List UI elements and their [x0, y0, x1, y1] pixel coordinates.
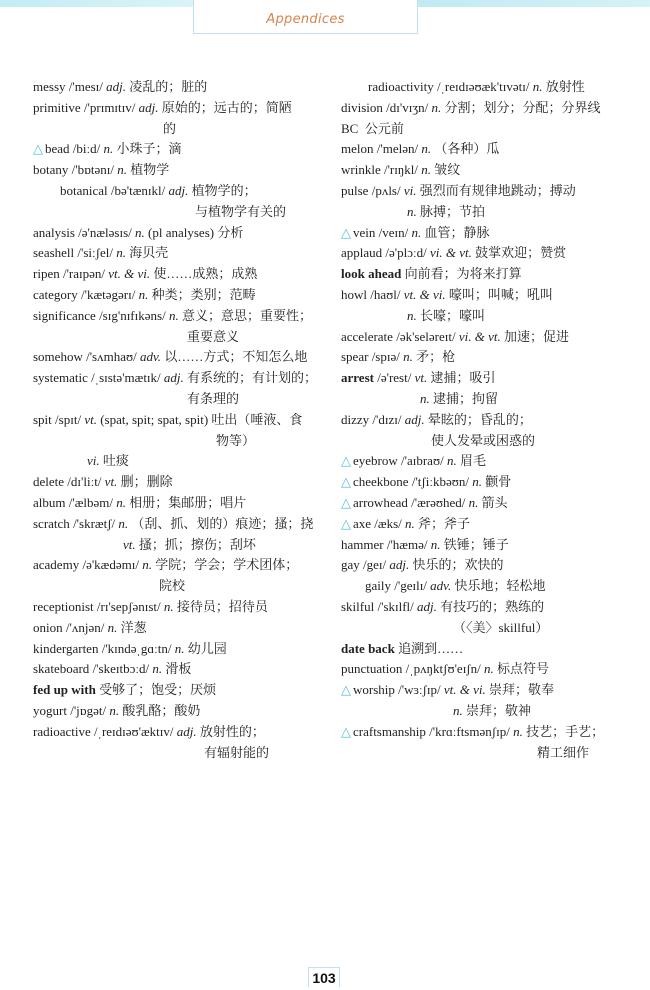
headword: radioactivity — [368, 79, 434, 94]
definition: (pl analyses) 分析 — [148, 224, 244, 240]
headword: wrinkle — [341, 162, 381, 178]
headword: seashell — [33, 245, 75, 261]
headword: bead — [45, 141, 70, 157]
phonetic: /'mesɪ/ — [68, 79, 103, 94]
definition: 受够了；饱受；厌烦 — [99, 682, 217, 698]
phonetic: /'tʃiːkbəʊn/ — [411, 474, 469, 490]
vocab-entry — [33, 98, 313, 119]
headword: vein — [353, 224, 376, 240]
headword: cheekbone — [353, 474, 409, 490]
headword: melon — [341, 141, 374, 157]
part-of-speech: n. — [407, 203, 417, 219]
headword: pulse — [341, 182, 369, 198]
part-of-speech: n. — [109, 702, 120, 718]
definition: 有系统的；有计划的； — [187, 370, 318, 386]
headword: eyebrow — [353, 453, 398, 469]
vocab-entry — [341, 98, 626, 119]
phonetic: /sɪg'nɪfɪkəns/ — [99, 307, 166, 323]
definition: 吐痰 — [102, 453, 129, 469]
phonetic: /geɪ/ — [363, 557, 387, 573]
phonetic: /veɪn/ — [378, 224, 409, 240]
vocab-entry — [341, 327, 626, 348]
headword: kindergarten — [33, 640, 99, 656]
part-of-speech: n. — [168, 307, 179, 323]
phonetic: /ə'kædəmɪ/ — [82, 557, 139, 573]
vocab-entry — [33, 618, 313, 639]
definition: 崇拜；敬奉 — [489, 682, 555, 698]
definition: 鼓掌欢迎；赞赏 — [475, 245, 567, 261]
definition: 小珠子；滴 — [116, 141, 182, 157]
definition: 院校 — [159, 578, 186, 594]
part-of-speech: vt. — [104, 474, 118, 490]
headword: howl — [341, 286, 367, 302]
part-of-speech: vt. — [123, 536, 136, 552]
definition: 晕眩的；昏乱的； — [427, 411, 532, 427]
definition: 矛；枪 — [416, 349, 456, 365]
phrase: fed up with — [33, 682, 96, 698]
phonetic: /'ærəʊhed/ — [411, 494, 466, 510]
part-of-speech: n. — [453, 702, 463, 718]
definition-continuation — [33, 202, 313, 223]
definition-continuation — [33, 119, 313, 140]
phonetic: /ˌsɪstə'mætɪk/ — [91, 370, 161, 386]
phonetic: /rɪ'sepʃənɪst/ — [96, 598, 161, 614]
headword: spit — [33, 411, 52, 427]
phonetic: /biːd/ — [72, 141, 101, 157]
headword: punctuation — [341, 661, 403, 677]
triangle-marker-icon: △ — [341, 724, 351, 740]
definition: 删；删除 — [120, 474, 173, 490]
headword: receptionist — [33, 598, 94, 614]
phonetic: /'jɒgət/ — [70, 702, 107, 718]
part-of-speech: adj. — [404, 411, 425, 427]
definition: 技艺；手艺； — [526, 723, 605, 739]
phrase-entry — [341, 264, 626, 285]
vocab-entry — [341, 535, 626, 556]
phonetic: /bə'tænɪkl/ — [110, 182, 166, 198]
definition: 使……成熟；成熟 — [153, 266, 258, 282]
headword: accelerate — [341, 328, 393, 344]
headword: craftsmanship — [353, 723, 426, 739]
definition: 有辐射能的 — [204, 744, 270, 760]
additional-sense — [341, 701, 626, 722]
headword: analysis — [33, 224, 75, 240]
part-of-speech: adj. — [163, 370, 184, 386]
vocab-entry — [33, 347, 313, 368]
definition: 酸乳酪；酸奶 — [122, 702, 201, 718]
definition: (spat, spit; spat, spit) 吐出（唾液、食 — [100, 411, 303, 427]
definition: 公元前 — [364, 120, 404, 136]
phonetic: /'geɪlɪ/ — [394, 578, 427, 594]
definition-continuation — [33, 576, 313, 597]
vocab-entry — [33, 139, 313, 160]
definition: 植物学 — [130, 162, 170, 178]
phonetic: /haʊl/ — [370, 286, 401, 302]
part-of-speech: n. — [421, 141, 432, 157]
vocab-entry — [33, 410, 313, 431]
definition: 分割；划分；分配；分界线 — [444, 99, 601, 115]
phonetic: /'kætəgərɪ/ — [81, 286, 136, 302]
part-of-speech: n. — [152, 661, 163, 677]
vocab-entry — [341, 347, 626, 368]
definition: 的 — [163, 120, 177, 136]
abbreviation: BC — [341, 120, 359, 136]
headword: skilful — [341, 598, 375, 614]
headword: academy — [33, 557, 80, 573]
phonetic: /'skɪlfl/ — [377, 598, 414, 614]
vocab-entry — [33, 597, 313, 618]
definition: 滑板 — [165, 661, 192, 677]
part-of-speech: adj. — [417, 598, 437, 614]
definition-continuation — [341, 743, 626, 764]
phonetic: /'bɒtənɪ/ — [71, 162, 114, 178]
definition: 幼儿园 — [187, 640, 227, 656]
phrase: look ahead — [341, 266, 402, 282]
phonetic: /'wɜːʃɪp/ — [398, 682, 441, 698]
headword: significance — [33, 307, 96, 323]
vocab-entry — [341, 243, 626, 264]
triangle-marker-icon: △ — [341, 454, 351, 470]
vocab-entry — [341, 472, 626, 493]
triangle-marker-icon: △ — [33, 142, 43, 158]
part-of-speech: n. — [513, 723, 523, 739]
definition: 眉毛 — [459, 453, 486, 469]
phonetic: /'kɪndəˌgɑːtn/ — [101, 640, 172, 656]
phonetic: /ˌpʌŋktʃʊ'eɪʃn/ — [405, 661, 481, 677]
part-of-speech: adj. — [138, 99, 159, 115]
part-of-speech: n. — [174, 640, 185, 656]
part-of-speech: adj. — [106, 79, 126, 94]
vocab-entry — [33, 701, 313, 722]
section-title: Appendices — [266, 12, 345, 27]
definition: 海贝壳 — [129, 245, 169, 261]
phonetic: /ə'plɔːd/ — [385, 245, 427, 261]
definition: 物等） — [216, 432, 256, 448]
definition: 快乐地；轻松地 — [454, 578, 546, 594]
part-of-speech: n. — [107, 619, 118, 635]
phonetic: /spɪə/ — [371, 349, 400, 365]
phonetic: /'ʌnjən/ — [65, 619, 105, 635]
part-of-speech: n. — [138, 286, 149, 302]
phonetic: /'hæmə/ — [386, 536, 428, 552]
definition-continuation — [33, 389, 313, 410]
abbreviation-entry — [341, 119, 626, 140]
phonetic: /'skeɪtbɔːd/ — [92, 661, 150, 677]
phonetic: /spɪt/ — [55, 411, 82, 427]
definition: 逮捕；拘留 — [433, 390, 499, 406]
additional-sense — [341, 202, 626, 223]
part-of-speech: n. — [411, 224, 422, 240]
definition: （刮、抓、划的）痕迹；搔；挠 — [131, 515, 314, 531]
definition: （各种）瓜 — [434, 141, 500, 157]
phonetic: /'prɪmɪtɪv/ — [83, 99, 136, 115]
phonetic: /'skrætʃ/ — [73, 515, 116, 531]
phonetic: /'siːʃel/ — [77, 245, 113, 261]
definition: 洋葱 — [120, 619, 147, 635]
vocab-entry — [341, 410, 626, 431]
part-of-speech: adv. — [140, 349, 162, 365]
phonetic: /ˌreɪdɪəʊ'æktɪv/ — [94, 723, 174, 739]
definition: 植物学的； — [191, 182, 257, 198]
definition: 铁锤；锤子 — [443, 536, 509, 552]
vocab-entry — [341, 576, 626, 597]
part-of-speech: n. — [405, 515, 415, 531]
definition: 学院；学会；学术团体； — [155, 557, 299, 573]
headword: skateboard — [33, 661, 90, 677]
phonetic: /'raɪpən/ — [62, 266, 106, 282]
phonetic: /dɪ'liːt/ — [67, 474, 102, 490]
definition: 有条理的 — [187, 390, 240, 406]
definition: 凌乱的；脏的 — [129, 79, 208, 94]
definition-continuation — [33, 327, 313, 348]
vocab-entry — [341, 139, 626, 160]
definition: 颧骨 — [485, 474, 512, 490]
headword: scratch — [33, 515, 70, 531]
part-of-speech: adj. — [389, 557, 410, 573]
definition: 标点符号 — [497, 661, 550, 677]
definition: 向前看；为将来打算 — [404, 266, 522, 282]
definition: 嚎叫；叫喊；吼叫 — [448, 286, 553, 302]
vocab-entry — [33, 264, 313, 285]
vocab-entry — [341, 597, 626, 618]
definition: 相册；集邮册；唱片 — [129, 494, 247, 510]
vocab-entry — [341, 160, 626, 181]
vocab-entry — [341, 451, 626, 472]
vocabulary-column-right — [341, 77, 626, 763]
vocab-entry — [33, 285, 313, 306]
definition: 快乐的；欢快的 — [412, 557, 504, 573]
part-of-speech: vi. — [403, 182, 417, 198]
headword: hammer — [341, 536, 384, 552]
phrase: date back — [341, 640, 395, 656]
definition: 原始的；远古的；简陋 — [161, 99, 292, 115]
phonetic: /'dɪzɪ/ — [372, 411, 402, 427]
part-of-speech: n. — [403, 349, 413, 365]
part-of-speech: n. — [135, 224, 145, 240]
headword: radioactive — [33, 723, 91, 739]
phonetic: /pʌls/ — [371, 182, 401, 198]
vocab-entry — [341, 223, 626, 244]
definition: 斧；斧子 — [418, 515, 471, 531]
headword: arrest — [341, 370, 374, 386]
vocab-entry — [341, 77, 626, 98]
definition: 种类；类别；范畴 — [151, 286, 256, 302]
definition: 放射性 — [545, 79, 585, 94]
part-of-speech: vt. & vi. — [108, 266, 151, 282]
vocab-entry — [33, 639, 313, 660]
headword: messy — [33, 79, 66, 94]
part-of-speech: n. — [407, 307, 417, 323]
phrase-entry — [341, 639, 626, 660]
part-of-speech: vi. — [87, 453, 100, 469]
phonetic: /'aɪbraʊ/ — [401, 453, 444, 469]
definition: （〈美〉skillful） — [453, 619, 549, 635]
part-of-speech: vi. & vt. — [430, 245, 472, 261]
part-of-speech: adv. — [430, 578, 452, 594]
part-of-speech: n. — [117, 162, 127, 178]
phrase-entry — [33, 680, 313, 701]
definition: 以……方式；不知怎么地 — [164, 349, 308, 365]
definition: 逮捕；吸引 — [430, 370, 496, 386]
triangle-marker-icon: △ — [341, 683, 351, 699]
part-of-speech: n. — [116, 245, 126, 261]
part-of-speech: n. — [431, 99, 442, 115]
definition-continuation — [33, 431, 313, 452]
part-of-speech: n. — [430, 536, 441, 552]
vocab-entry — [341, 659, 626, 680]
definition-continuation — [341, 618, 626, 639]
section-header-tab — [193, 0, 418, 34]
phonetic: /'ælbəm/ — [68, 494, 113, 510]
part-of-speech: n. — [472, 474, 482, 490]
definition: 崇拜；敬神 — [466, 702, 532, 718]
definition-continuation — [33, 743, 313, 764]
headword: worship — [353, 682, 395, 698]
vocab-entry — [33, 160, 313, 181]
part-of-speech: vt. & vi. — [443, 682, 486, 698]
headword: arrowhead — [353, 494, 408, 510]
triangle-marker-icon: △ — [341, 475, 351, 491]
vocab-entry — [33, 306, 313, 327]
vocab-entry — [341, 181, 626, 202]
phonetic: /dɪ'vɪʒn/ — [386, 99, 429, 115]
page-number: 103 — [308, 967, 340, 987]
vocab-entry — [33, 472, 313, 493]
additional-sense — [341, 389, 626, 410]
headword: delete — [33, 474, 65, 490]
vocab-entry — [341, 680, 626, 701]
part-of-speech: vt. & vi. — [403, 286, 446, 302]
part-of-speech: adj. — [168, 182, 189, 198]
definition: 强烈而有规律地跳动；搏动 — [419, 182, 576, 198]
phonetic: /'sʌmhaʊ/ — [86, 349, 137, 365]
definition-continuation — [341, 431, 626, 452]
vocab-entry — [33, 555, 313, 576]
additional-sense — [33, 451, 313, 472]
headword: yogurt — [33, 702, 67, 718]
headword: primitive — [33, 99, 81, 115]
part-of-speech: n. — [163, 598, 174, 614]
part-of-speech: vt. — [414, 370, 428, 386]
definition: 箭头 — [481, 494, 508, 510]
definition: 接待员；招待员 — [176, 598, 268, 614]
headword: category — [33, 286, 78, 302]
headword: gaily — [365, 578, 391, 594]
headword: ripen — [33, 266, 60, 282]
phonetic: /æks/ — [374, 515, 402, 531]
headword: gay — [341, 557, 360, 573]
triangle-marker-icon: △ — [341, 516, 351, 532]
phonetic: /ək'seləreɪt/ — [396, 328, 456, 344]
vocab-entry — [33, 223, 313, 244]
headword: somehow — [33, 349, 83, 365]
headword: axe — [353, 515, 372, 531]
headword: applaud — [341, 245, 383, 261]
vocab-entry — [33, 722, 313, 743]
headword: division — [341, 99, 383, 115]
definition: 搔；抓；擦伤；刮坏 — [138, 536, 256, 552]
triangle-marker-icon: △ — [341, 225, 351, 241]
headword: botanical — [60, 182, 108, 198]
part-of-speech: n. — [420, 390, 430, 406]
definition: 血管；静脉 — [424, 224, 490, 240]
vocab-entry — [341, 368, 626, 389]
headword: spear — [341, 349, 369, 365]
definition: 皱纹 — [434, 162, 461, 178]
phonetic: /'rɪŋkl/ — [383, 162, 419, 178]
additional-sense — [33, 535, 313, 556]
definition: 精工细作 — [537, 744, 590, 760]
phonetic: /'krɑːftsmənʃɪp/ — [429, 723, 510, 739]
vocab-entry — [33, 514, 313, 535]
part-of-speech: n. — [532, 79, 543, 94]
definition: 放射性的； — [199, 723, 265, 739]
headword: systematic — [33, 370, 88, 386]
vocab-entry — [341, 285, 626, 306]
headword: onion — [33, 619, 63, 635]
part-of-speech: n. — [142, 557, 152, 573]
vocab-entry — [33, 659, 313, 680]
vocab-entry — [33, 77, 313, 98]
part-of-speech: n. — [421, 162, 432, 178]
definition: 与植物学有关的 — [195, 203, 287, 219]
vocab-entry — [33, 493, 313, 514]
definition: 加速；促进 — [503, 328, 569, 344]
vocab-entry — [33, 368, 318, 389]
phonetic: /'melən/ — [376, 141, 419, 157]
triangle-marker-icon: △ — [341, 495, 351, 511]
part-of-speech: vi. & vt. — [458, 328, 501, 344]
definition: 长嚎；嚎叫 — [420, 307, 486, 323]
part-of-speech: n. — [468, 494, 479, 510]
part-of-speech: n. — [103, 141, 114, 157]
vocab-entry — [341, 555, 626, 576]
definition: 意义；意思；重要性； — [181, 307, 312, 323]
headword: album — [33, 494, 66, 510]
phonetic: /ə'rest/ — [377, 370, 412, 386]
vocab-entry — [341, 722, 626, 743]
phonetic: /ˌreɪdɪəʊæk'tɪvətɪ/ — [436, 79, 530, 94]
definition: 追溯到…… — [398, 640, 464, 656]
part-of-speech: n. — [484, 661, 494, 677]
headword: dizzy — [341, 411, 370, 427]
headword: botany — [33, 162, 69, 178]
part-of-speech: n. — [116, 494, 126, 510]
vocab-entry — [341, 514, 626, 535]
vocab-entry — [33, 181, 313, 202]
vocab-entry — [33, 243, 313, 264]
definition: 脉搏；节拍 — [420, 203, 486, 219]
part-of-speech: n. — [118, 515, 129, 531]
phonetic: /ə'næləsɪs/ — [78, 224, 132, 240]
part-of-speech: adj. — [176, 723, 197, 739]
part-of-speech: n. — [446, 453, 457, 469]
part-of-speech: vt. — [84, 411, 97, 427]
vocabulary-column-left — [33, 77, 318, 763]
definition: 有技巧的；熟练的 — [440, 598, 545, 614]
definition: 使人发晕或困惑的 — [431, 432, 536, 448]
vocab-entry — [341, 493, 626, 514]
definition: 重要意义 — [187, 328, 240, 344]
additional-sense — [341, 306, 626, 327]
